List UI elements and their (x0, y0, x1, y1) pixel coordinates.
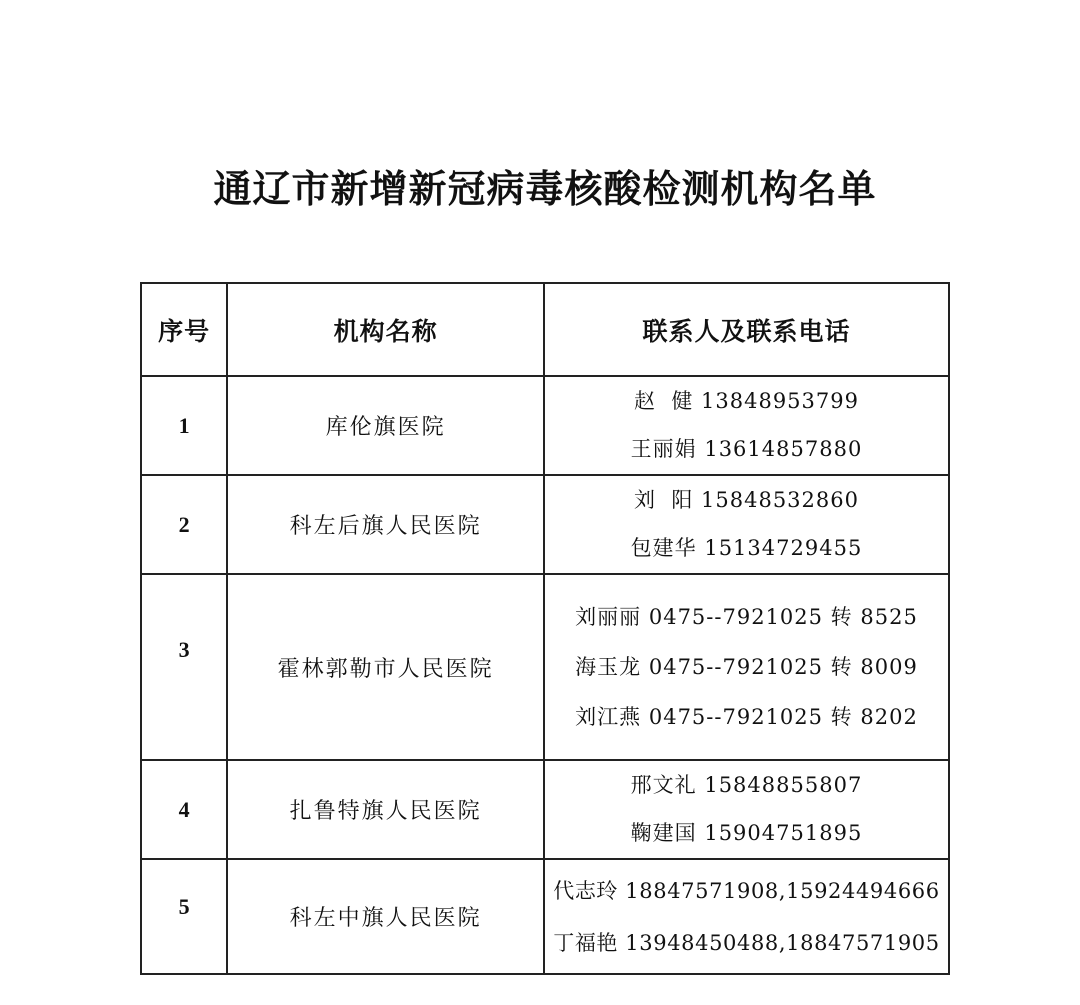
table-row (141, 376, 949, 475)
table-header-row (141, 283, 949, 376)
row-institution-name: 科左中旗人民医院 (227, 859, 544, 974)
contact-line: 刘丽丽 0475--7921025 转 8525 (575, 605, 918, 629)
document-title: 通辽市新增新冠病毒核酸检测机构名单 (213, 167, 877, 211)
header-institution-name: 机构名称 (227, 283, 544, 376)
row-contacts (544, 760, 949, 859)
contact-line: 邢文礼 15848855807 (630, 773, 863, 797)
contact-line: 刘江燕 0475--7921025 转 8202 (575, 705, 918, 729)
contact-line: 海玉龙 0475--7921025 转 8009 (575, 655, 918, 679)
contact-line: 包建华 15134729455 (630, 536, 863, 560)
contact-line: 代志玲 18847571908,15924494666 (553, 878, 940, 903)
header-contact: 联系人及联系电话 (544, 283, 949, 376)
row-contacts (544, 574, 949, 760)
row-contacts (544, 376, 949, 475)
row-institution-name: 霍林郭勒市人民医院 (227, 574, 544, 760)
contact-line: 王丽娟 13614857880 (630, 437, 863, 461)
contact-line: 鞠建国 15904751895 (630, 821, 863, 845)
row-contacts (544, 475, 949, 574)
row-serial-number: 3 (141, 574, 227, 760)
table-row (141, 760, 949, 859)
institution-table (140, 282, 950, 975)
contact-line: 赵 健 13848953799 (633, 389, 859, 413)
table-row (141, 475, 949, 574)
row-contacts (544, 859, 949, 974)
row-institution-name: 扎鲁特旗人民医院 (227, 760, 544, 859)
row-serial-number: 1 (141, 376, 227, 475)
table-row (141, 574, 949, 760)
row-serial-number: 2 (141, 475, 227, 574)
contact-line: 丁福艳 13948450488,18847571905 (553, 930, 940, 955)
row-serial-number: 5 (141, 859, 227, 974)
header-serial-number: 序号 (141, 283, 227, 376)
table-row (141, 859, 949, 974)
row-institution-name: 库伦旗医院 (227, 376, 544, 475)
row-institution-name: 科左后旗人民医院 (227, 475, 544, 574)
contact-line: 刘 阳 15848532860 (633, 488, 859, 512)
row-serial-number: 4 (141, 760, 227, 859)
